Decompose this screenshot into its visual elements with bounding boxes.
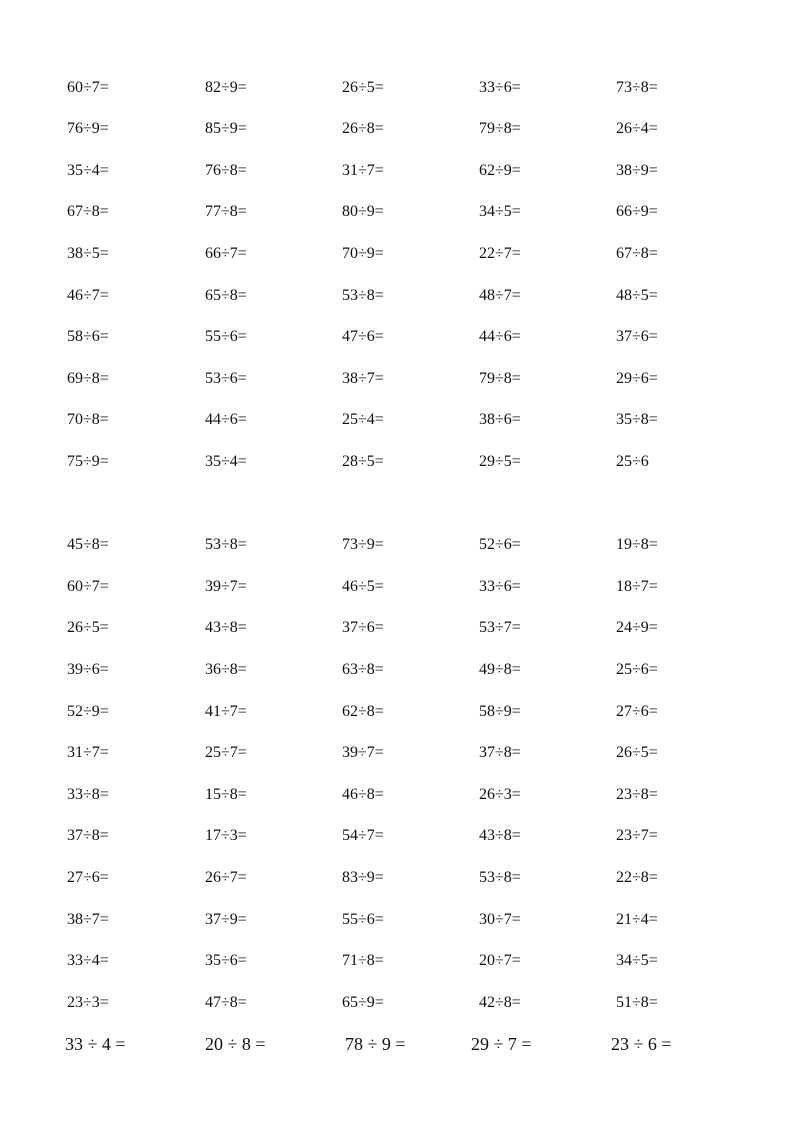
problem-row: [0, 908, 794, 932]
division-problem: 55÷6=: [205, 328, 247, 345]
division-problem: 26÷8=: [342, 120, 384, 137]
division-problem: 66÷7=: [205, 245, 247, 262]
division-problem: 33÷4=: [67, 952, 109, 969]
division-problem: 21÷4=: [616, 911, 658, 928]
division-problem: 75÷9=: [67, 453, 109, 470]
division-problem: 27÷6=: [67, 869, 109, 886]
division-problem: 26÷5=: [342, 79, 384, 96]
division-problem: 30÷7=: [479, 911, 521, 928]
division-problem: 83÷9=: [342, 869, 384, 886]
problem-row: [0, 159, 794, 183]
division-problem: 60÷7=: [67, 578, 109, 595]
division-problem: 45÷8=: [67, 536, 109, 553]
division-problem: 35÷4=: [205, 453, 247, 470]
division-problem: 26÷4=: [616, 120, 658, 137]
division-problem: 42÷8=: [479, 994, 521, 1011]
division-problem: 52÷6=: [479, 536, 521, 553]
problem-row: [0, 1032, 794, 1056]
division-problem: 23÷7=: [616, 827, 658, 844]
division-problem: 28÷5=: [342, 453, 384, 470]
problem-row: [0, 450, 794, 474]
division-problem: 49÷8=: [479, 661, 521, 678]
division-problem: 33÷6=: [479, 79, 521, 96]
division-problem: 33÷8=: [67, 786, 109, 803]
division-problem: 38÷7=: [67, 911, 109, 928]
division-problem: 22÷8=: [616, 869, 658, 886]
division-problem: 39÷7=: [205, 578, 247, 595]
division-problem: 33 ÷ 4 =: [65, 1034, 126, 1054]
division-problem: 29÷5=: [479, 453, 521, 470]
division-problem: 63÷8=: [342, 661, 384, 678]
division-problem: 23÷8=: [616, 786, 658, 803]
problem-row: [0, 616, 794, 640]
problem-row: [0, 949, 794, 973]
division-problem: 67÷8=: [67, 203, 109, 220]
division-problem: 70÷9=: [342, 245, 384, 262]
division-problem: 44÷6=: [479, 328, 521, 345]
division-problem: 65÷8=: [205, 287, 247, 304]
division-problem: 69÷8=: [67, 370, 109, 387]
division-problem: 53÷8=: [342, 287, 384, 304]
division-problem: 79÷8=: [479, 370, 521, 387]
problem-row: [0, 242, 794, 266]
division-problem: 33÷6=: [479, 578, 521, 595]
problem-row: [0, 200, 794, 224]
division-problem: 43÷8=: [205, 619, 247, 636]
division-problem: 52÷9=: [67, 703, 109, 720]
division-problem: 38÷7=: [342, 370, 384, 387]
division-problem: 53÷7=: [479, 619, 521, 636]
division-problem: 80÷9=: [342, 203, 384, 220]
problem-row: [0, 117, 794, 141]
division-problem: 47÷6=: [342, 328, 384, 345]
division-problem: 26÷5=: [67, 619, 109, 636]
division-problem: 62÷9=: [479, 162, 521, 179]
division-problem: 41÷7=: [205, 703, 247, 720]
division-problem: 20 ÷ 8 =: [205, 1034, 266, 1054]
division-problem: 48÷7=: [479, 287, 521, 304]
division-problem: 24÷9=: [616, 619, 658, 636]
division-problem: 71÷8=: [342, 952, 384, 969]
division-problem: 34÷5=: [479, 203, 521, 220]
division-problem: 17÷3=: [205, 827, 247, 844]
division-problem: 37÷8=: [479, 744, 521, 761]
division-problem: 22÷7=: [479, 245, 521, 262]
division-problem: 23 ÷ 6 =: [611, 1034, 672, 1054]
division-problem: 25÷4=: [342, 411, 384, 428]
division-problem: 36÷8=: [205, 661, 247, 678]
division-problem: 26÷7=: [205, 869, 247, 886]
division-problem: 76÷9=: [67, 120, 109, 137]
division-problem: 53÷8=: [205, 536, 247, 553]
division-problem: 73÷9=: [342, 536, 384, 553]
division-problem: 29 ÷ 7 =: [471, 1034, 532, 1054]
problem-row: [0, 866, 794, 890]
division-problem: 46÷5=: [342, 578, 384, 595]
division-problem: 53÷6=: [205, 370, 247, 387]
division-problem: 78 ÷ 9 =: [345, 1034, 406, 1054]
division-problem: 18÷7=: [616, 578, 658, 595]
division-problem: 38÷9=: [616, 162, 658, 179]
division-problem: 31÷7=: [342, 162, 384, 179]
problem-row: [0, 658, 794, 682]
division-problem: 73÷8=: [616, 79, 658, 96]
problem-row: [0, 824, 794, 848]
division-problem: 62÷8=: [342, 703, 384, 720]
division-problem: 37÷6=: [616, 328, 658, 345]
division-problem: 25÷7=: [205, 744, 247, 761]
problem-row: [0, 783, 794, 807]
division-problem: 15÷8=: [205, 786, 247, 803]
problem-row: [0, 76, 794, 100]
division-problem: 23÷3=: [67, 994, 109, 1011]
division-problem: 54÷7=: [342, 827, 384, 844]
division-problem: 58÷6=: [67, 328, 109, 345]
division-problem: 37÷6=: [342, 619, 384, 636]
division-problem: 79÷8=: [479, 120, 521, 137]
division-problem: 39÷6=: [67, 661, 109, 678]
problem-row: [0, 575, 794, 599]
problem-row: [0, 533, 794, 557]
division-problem: 66÷9=: [616, 203, 658, 220]
division-problem: 43÷8=: [479, 827, 521, 844]
division-problem: 35÷4=: [67, 162, 109, 179]
problem-row: [0, 991, 794, 1015]
division-problem: 60÷7=: [67, 79, 109, 96]
division-problem: 55÷6=: [342, 911, 384, 928]
division-problem: 37÷9=: [205, 911, 247, 928]
problem-row: [0, 367, 794, 391]
division-problem: 26÷3=: [479, 786, 521, 803]
division-problem: 46÷7=: [67, 287, 109, 304]
division-problem: 58÷9=: [479, 703, 521, 720]
division-problem: 35÷6=: [205, 952, 247, 969]
division-problem: 29÷6=: [616, 370, 658, 387]
division-problem: 35÷8=: [616, 411, 658, 428]
division-problem: 51÷8=: [616, 994, 658, 1011]
division-problem: 82÷9=: [205, 79, 247, 96]
division-problem: 48÷5=: [616, 287, 658, 304]
problem-row: [0, 408, 794, 432]
division-problem: 77÷8=: [205, 203, 247, 220]
problem-row: [0, 741, 794, 765]
division-problem: 19÷8=: [616, 536, 658, 553]
division-problem: 25÷6: [616, 453, 649, 470]
division-problem: 20÷7=: [479, 952, 521, 969]
division-problem: 34÷5=: [616, 952, 658, 969]
problem-row: [0, 700, 794, 724]
division-problem: 27÷6=: [616, 703, 658, 720]
division-problem: 37÷8=: [67, 827, 109, 844]
division-problem: 25÷6=: [616, 661, 658, 678]
division-problem: 47÷8=: [205, 994, 247, 1011]
problem-row: [0, 325, 794, 349]
division-problem: 53÷8=: [479, 869, 521, 886]
division-problem: 70÷8=: [67, 411, 109, 428]
division-problem: 67÷8=: [616, 245, 658, 262]
division-problem: 38÷6=: [479, 411, 521, 428]
division-problem: 76÷8=: [205, 162, 247, 179]
division-problem: 65÷9=: [342, 994, 384, 1011]
division-problem: 44÷6=: [205, 411, 247, 428]
problem-row: [0, 284, 794, 308]
division-problem: 46÷8=: [342, 786, 384, 803]
division-problem: 26÷5=: [616, 744, 658, 761]
division-problem: 38÷5=: [67, 245, 109, 262]
division-problem: 31÷7=: [67, 744, 109, 761]
division-problem: 85÷9=: [205, 120, 247, 137]
division-problem: 39÷7=: [342, 744, 384, 761]
